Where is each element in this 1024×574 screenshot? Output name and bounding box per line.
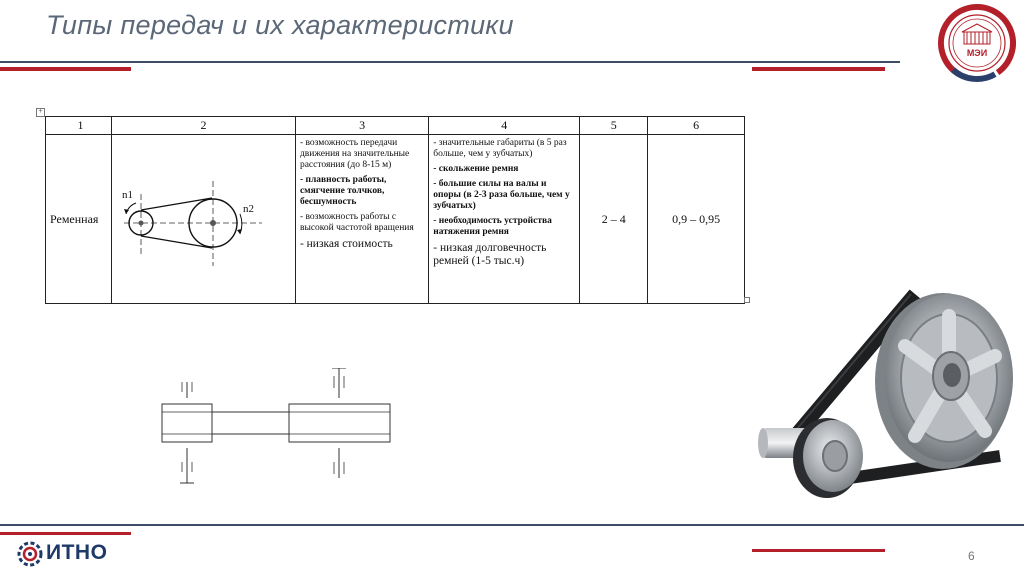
label-n2: n2 — [242, 202, 254, 215]
efficiency: 0,9 – 0,95 — [648, 135, 745, 304]
disadvantage-item: - низкая долговечность ремней (1-5 тыс.ч) — [433, 242, 547, 267]
disadvantages-cell — [429, 135, 580, 304]
mei-logo — [936, 2, 1018, 84]
footer-divider — [0, 524, 1024, 526]
header-cell-3: 3 — [295, 117, 428, 135]
header-cell-6: 6 — [648, 117, 745, 135]
belt-diagram-cell — [111, 135, 295, 304]
advantage-item: - низкая стоимость — [299, 238, 393, 250]
advantage-item: - возможность работы с высокой частотой вращения — [299, 212, 414, 233]
footer-org-name: ИТНО — [46, 541, 108, 564]
advantage-item: - плавность работы, смягчение толчков, бесшумность — [299, 175, 387, 207]
header-cell-4: 4 — [429, 117, 580, 135]
header-red-accent-left — [0, 67, 131, 71]
disadvantage-item: - значительные габариты (в 5 раз больше, чем у зубчатых) — [433, 138, 567, 159]
label-n1: n1 — [121, 188, 133, 201]
header-cell-2: 2 — [111, 117, 295, 135]
header-cell-5: 5 — [580, 117, 648, 135]
footer-red-accent-left — [0, 532, 131, 535]
logo-text: МЭИ — [966, 48, 988, 58]
table-resize-handle[interactable] — [744, 297, 750, 303]
belt-pulley-illustration — [755, 286, 1023, 506]
disadvantage-item: - скольжение ремня — [433, 164, 519, 174]
disadvantage-item: - необходимость устройства натяжения ремня — [433, 216, 552, 237]
header-cell-1: 1 — [46, 117, 112, 135]
belt-drive-schema — [160, 368, 395, 488]
disadvantage-item: - большие силы на валы и опоры (в 2-3 раза больше, чем у зубчатых) — [433, 179, 570, 211]
advantages-cell — [295, 135, 428, 304]
transmission-type: Ременная — [46, 135, 112, 304]
itno-logo-icon — [16, 540, 44, 568]
transmission-table — [45, 116, 745, 304]
table-move-handle[interactable]: + — [36, 108, 45, 117]
advantage-item: - возможность передачи движения на значительные расстояния (до 8-15 м) — [299, 138, 410, 170]
gear-ratio: 2 – 4 — [580, 135, 648, 304]
page-number: 6 — [968, 549, 975, 563]
footer-red-accent-right — [752, 549, 885, 552]
page-title: Типы передач и их характеристики — [46, 10, 514, 40]
header-divider — [0, 61, 900, 63]
belt-drive-diagram — [112, 136, 295, 298]
table-header-row — [46, 117, 745, 135]
table-row — [46, 135, 745, 304]
header-red-accent-right — [752, 67, 885, 71]
